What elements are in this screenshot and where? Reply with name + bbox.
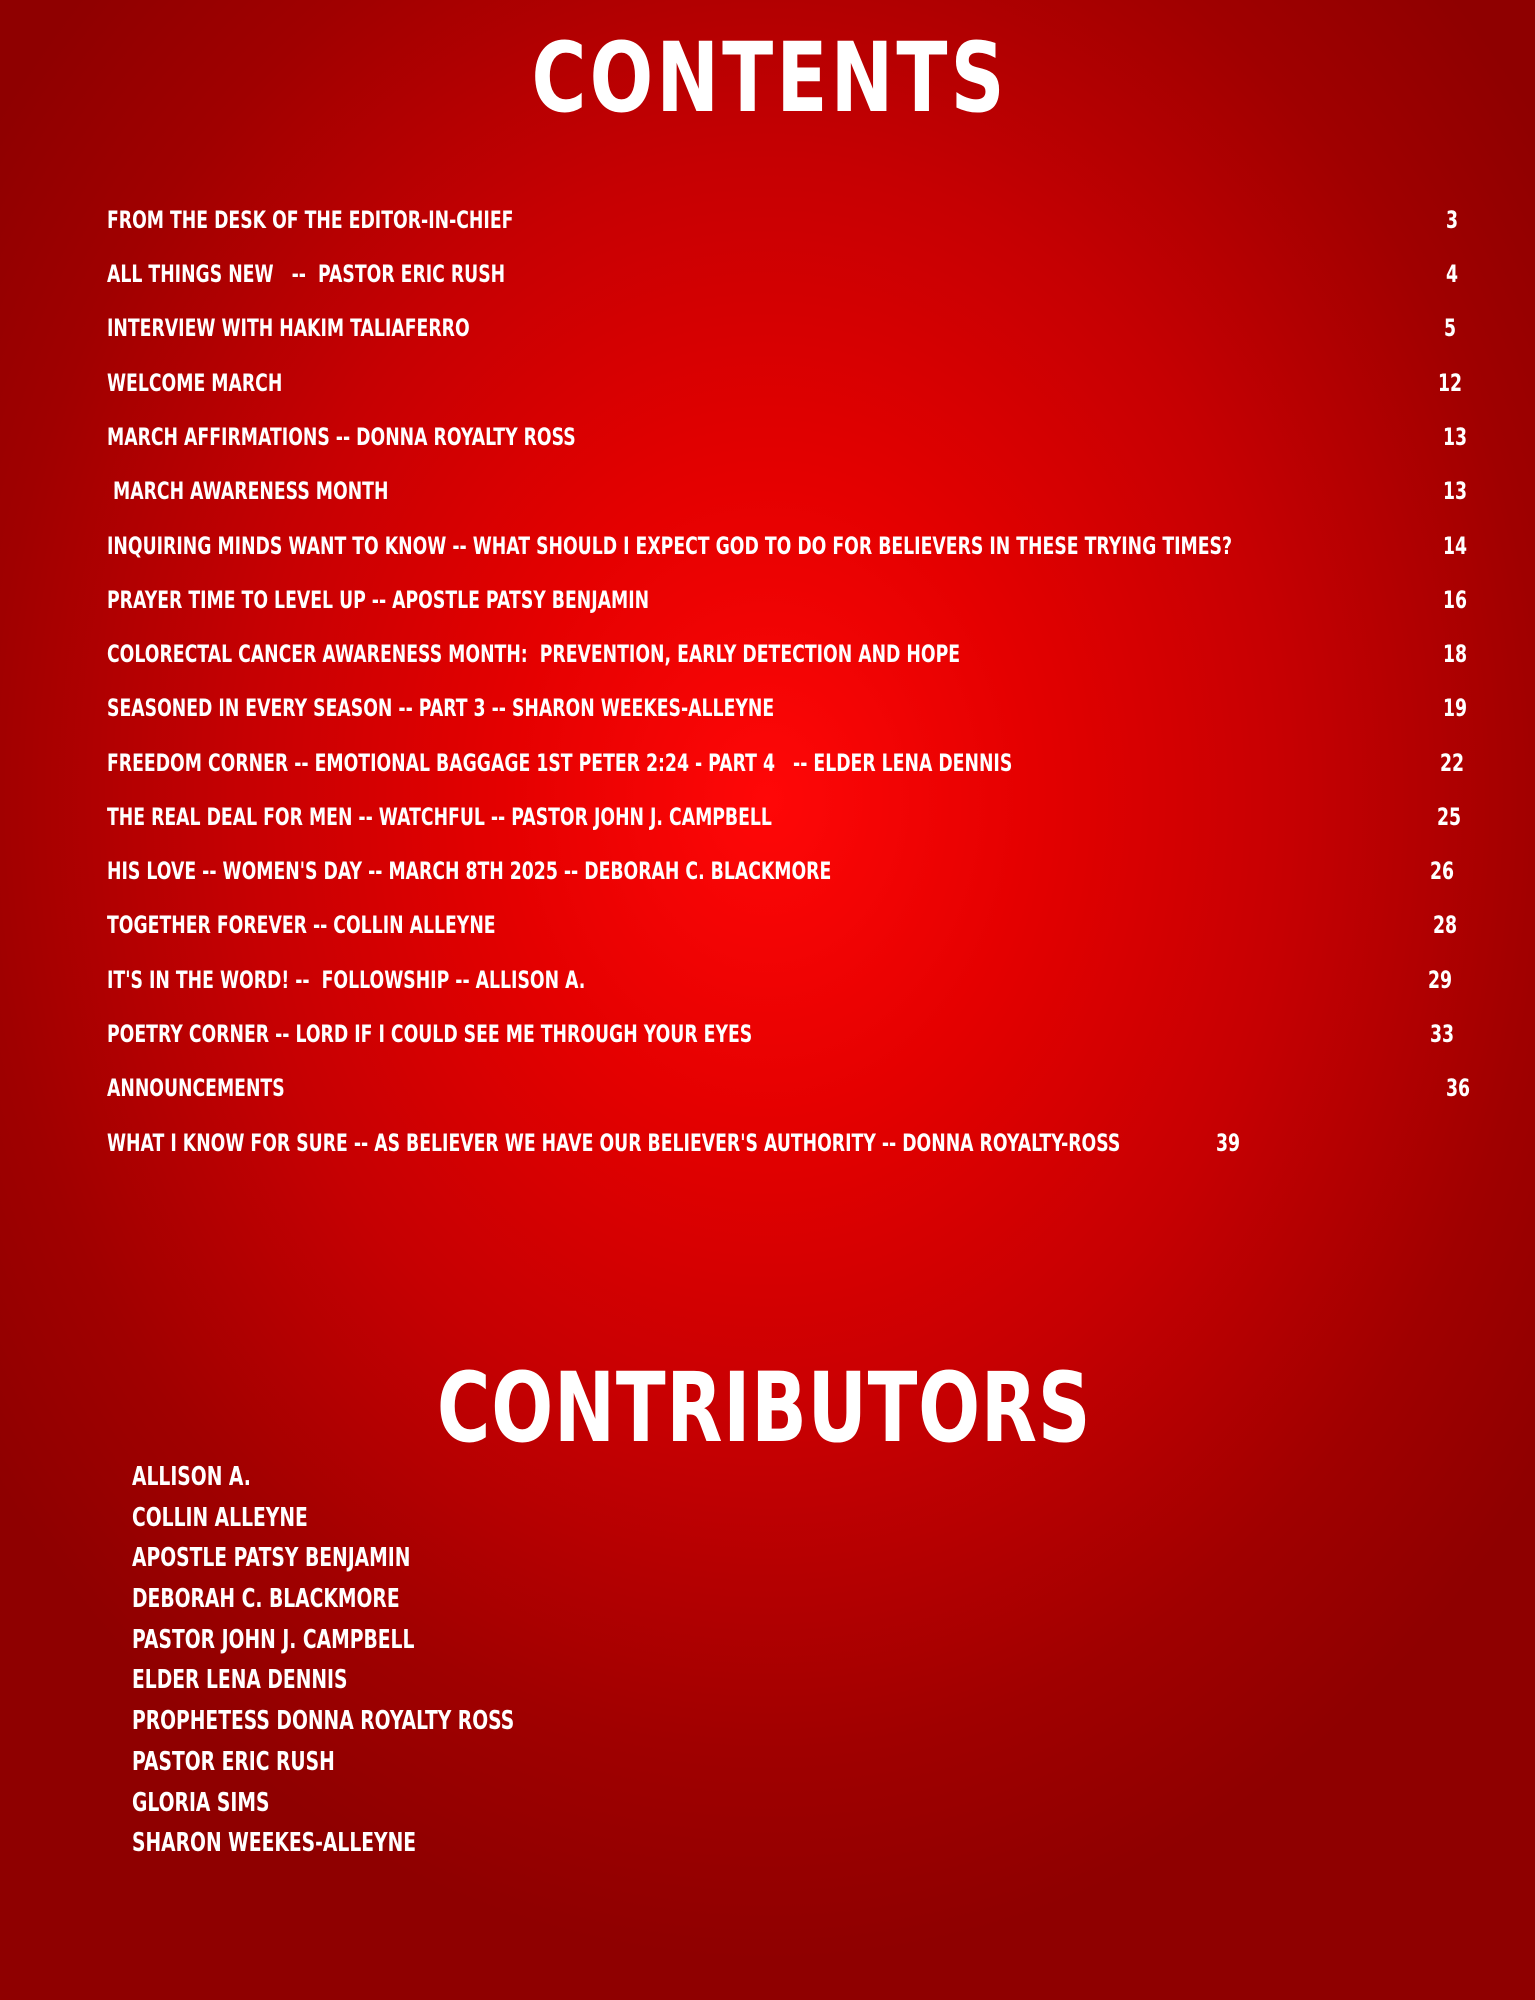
- contributor-name: SHARON WEEKES-ALLEYNE: [132, 1828, 417, 1859]
- toc-entry-page: 39: [1216, 1129, 1241, 1157]
- toc-entry-title: IT'S IN THE WORD! -- FOLLOWSHIP -- ALLISON A.: [107, 966, 586, 994]
- toc-entry-title: COLORECTAL CANCER AWARENESS MONTH: PREVENTION, EARLY DETECTION AND HOPE: [107, 640, 961, 668]
- toc-entry[interactable]: [107, 368, 1467, 398]
- toc-entry[interactable]: [107, 1128, 1467, 1158]
- toc-entry-title: WELCOME MARCH: [107, 369, 283, 397]
- toc-entry[interactable]: [107, 1073, 1471, 1103]
- toc-entry-page: 36: [1446, 1074, 1471, 1102]
- toc-entry[interactable]: [107, 205, 1467, 235]
- toc-entry[interactable]: [107, 476, 1467, 506]
- toc-entry[interactable]: [107, 693, 1467, 723]
- contributor-name: PASTOR ERIC RUSH: [132, 1746, 335, 1777]
- toc-entry-page: 28: [1433, 911, 1458, 939]
- toc-entry-title: INQUIRING MINDS WANT TO KNOW -- WHAT SHOULD I EXPECT GOD TO DO FOR BELIEVERS IN THESE TRYING TIMES?: [107, 532, 1233, 560]
- toc-entry-page: 25: [1437, 803, 1462, 831]
- toc-entry-page: 12: [1438, 369, 1463, 397]
- toc-entry[interactable]: [107, 531, 1467, 561]
- toc-entry[interactable]: [107, 585, 1467, 615]
- toc-entry-title: ANNOUNCEMENTS: [107, 1074, 285, 1102]
- toc-entry[interactable]: [107, 748, 1467, 778]
- toc-entry-page: 19: [1443, 694, 1468, 722]
- toc-entry-page: 33: [1430, 1020, 1455, 1048]
- toc-entry[interactable]: [107, 910, 1467, 940]
- toc-entry-page: 13: [1443, 423, 1468, 451]
- toc-entry[interactable]: [107, 856, 1467, 886]
- contributors-list: [132, 1462, 663, 1869]
- toc-entry[interactable]: [107, 313, 1467, 343]
- toc-entry-title: ALL THINGS NEW -- PASTOR ERIC RUSH: [107, 260, 506, 288]
- toc-entry-page: 16: [1443, 586, 1468, 614]
- toc-entry-title: PRAYER TIME TO LEVEL UP -- APOSTLE PATSY BENJAMIN: [107, 586, 650, 614]
- toc-entry[interactable]: [107, 802, 1467, 832]
- toc-entry-title: FROM THE DESK OF THE EDITOR-IN-CHIEF: [107, 206, 514, 234]
- toc-entry-title: FREEDOM CORNER -- EMOTIONAL BAGGAGE 1ST PETER 2:24 - PART 4 -- ELDER LENA DENNIS: [107, 749, 1013, 777]
- toc-entry[interactable]: [107, 639, 1467, 669]
- toc-entry-page: 3: [1446, 206, 1459, 234]
- contributor-name: ALLISON A.: [132, 1462, 251, 1492]
- toc-entry-page: 5: [1444, 314, 1457, 342]
- toc-entry-page: 13: [1443, 477, 1468, 505]
- contributor-name: DEBORAH C. BLACKMORE: [132, 1584, 400, 1615]
- toc-entry-page: 22: [1440, 749, 1465, 777]
- contents-heading: CONTENTS: [531, 22, 1008, 134]
- toc-entry[interactable]: [107, 422, 1467, 452]
- contributor-name: PASTOR JOHN J. CAMPBELL: [132, 1624, 415, 1655]
- toc-entry[interactable]: [107, 1019, 1467, 1049]
- contributor-name: PROPHETESS DONNA ROYALTY ROSS: [132, 1706, 515, 1737]
- toc-entry-page: 26: [1430, 857, 1455, 885]
- contributor-name: COLLIN ALLEYNE: [132, 1502, 308, 1533]
- toc-entry-title: WHAT I KNOW FOR SURE -- AS BELIEVER WE HAVE OUR BELIEVER'S AUTHORITY -- DONNA ROYALTY-ROSS: [107, 1129, 1121, 1157]
- toc-entry-title: MARCH AFFIRMATIONS -- DONNA ROYALTY ROSS: [107, 423, 576, 451]
- toc-entry-title: SEASONED IN EVERY SEASON -- PART 3 -- SHARON WEEKES-ALLEYNE: [107, 694, 775, 722]
- toc-entry-page: 4: [1446, 260, 1459, 288]
- toc-entry-page: 29: [1428, 966, 1453, 994]
- toc-entry-page: 18: [1443, 640, 1468, 668]
- contributor-name: ELDER LENA DENNIS: [132, 1665, 348, 1696]
- toc-entry-title: THE REAL DEAL FOR MEN -- WATCHFUL -- PASTOR JOHN J. CAMPBELL: [107, 803, 772, 831]
- toc-entry-page: 14: [1443, 532, 1468, 560]
- toc-entry-title: MARCH AWARENESS MONTH: [107, 477, 389, 505]
- contributor-name: APOSTLE PATSY BENJAMIN: [132, 1543, 411, 1574]
- toc-entry-title: TOGETHER FOREVER -- COLLIN ALLEYNE: [107, 911, 496, 939]
- contributor-name: GLORIA SIMS: [132, 1787, 270, 1818]
- toc-entry-title: HIS LOVE -- WOMEN'S DAY -- MARCH 8TH 2025 -- DEBORAH C. BLACKMORE: [107, 857, 832, 885]
- toc-entry-title: POETRY CORNER -- LORD IF I COULD SEE ME THROUGH YOUR EYES: [107, 1020, 753, 1048]
- toc-entry[interactable]: [107, 965, 1467, 995]
- toc-entry[interactable]: [107, 259, 1467, 289]
- contributors-heading: CONTRIBUTORS: [436, 1352, 1092, 1464]
- toc-entry-title: INTERVIEW WITH HAKIM TALIAFERRO: [107, 314, 470, 342]
